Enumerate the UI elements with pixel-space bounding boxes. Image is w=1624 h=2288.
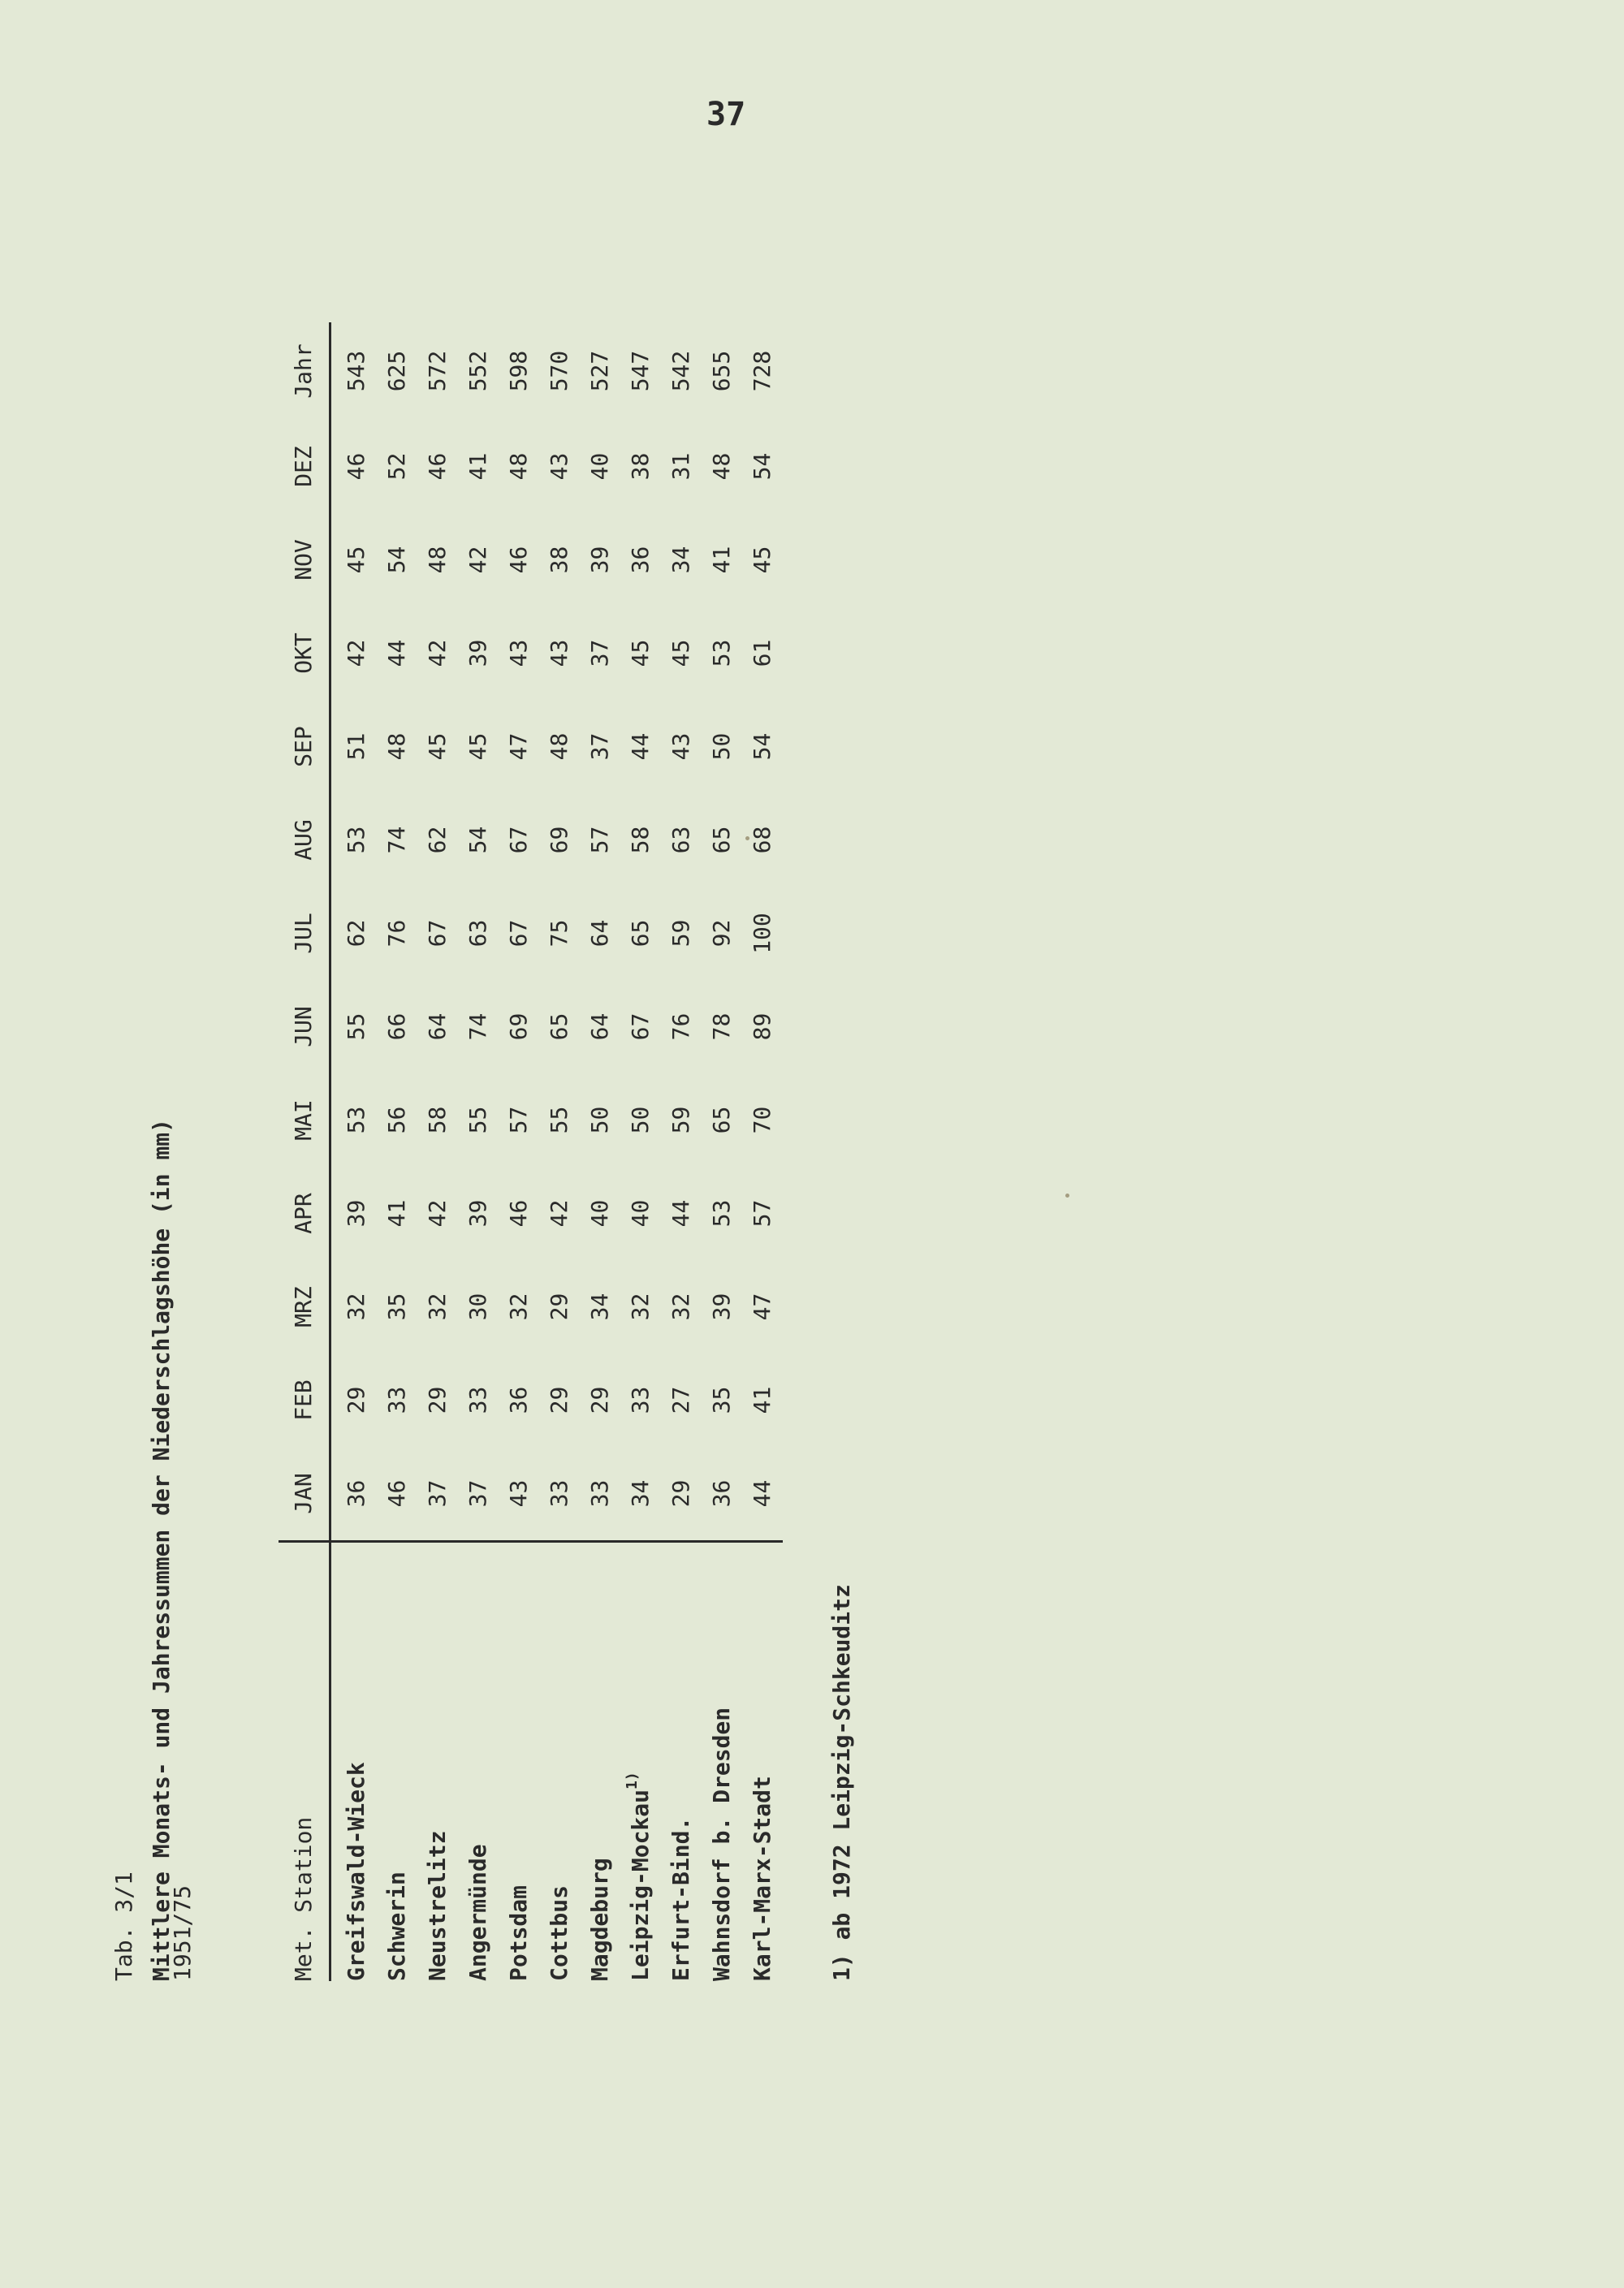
value-cell: 36 — [708, 1479, 735, 1508]
value-cell: 728 — [749, 350, 775, 392]
value-cell: 45 — [627, 639, 654, 667]
value-cell: 36 — [505, 1386, 532, 1414]
value-cell: 51 — [343, 732, 369, 761]
value-cell: 46 — [505, 1199, 532, 1228]
value-cell: 67 — [424, 919, 451, 948]
value-cell: 32 — [343, 1293, 369, 1321]
table-row — [330, 322, 378, 1981]
value-cell: 32 — [505, 1293, 532, 1321]
value-cell: 42 — [464, 546, 491, 574]
station-cell — [330, 1542, 378, 1982]
value-cell: 27 — [667, 1386, 694, 1414]
footnote-marker: 1) — [623, 1772, 641, 1789]
footnote: 1) ab 1972 Leipzig-Schkeuditz — [828, 1584, 855, 1981]
value-cell: 58 — [424, 1106, 451, 1134]
value-cell: 45 — [667, 639, 694, 667]
table-row — [458, 322, 499, 1981]
value-cell: 39 — [464, 1199, 491, 1228]
value-cell: 32 — [627, 1293, 654, 1321]
value-cell: 41 — [749, 1386, 775, 1414]
station-name: Neustrelitz — [424, 1830, 451, 1981]
value-cell: 46 — [343, 452, 369, 481]
column-header-okt: OKT — [279, 607, 330, 700]
value-cell: 48 — [424, 546, 451, 574]
value-cell: 48 — [505, 452, 532, 481]
value-cell: 59 — [667, 919, 694, 948]
value-cell: 62 — [343, 919, 369, 948]
value-cell: 33 — [383, 1386, 410, 1414]
station-cell — [742, 1542, 783, 1982]
station-cell — [377, 1542, 417, 1982]
value-cell: 40 — [586, 1199, 613, 1228]
value-cell: 543 — [343, 350, 369, 392]
value-cell: 46 — [383, 1479, 410, 1508]
value-cell: 76 — [667, 1012, 694, 1041]
value-cell: 41 — [383, 1199, 410, 1228]
column-header-feb: FEB — [279, 1353, 330, 1447]
value-cell: 54 — [749, 732, 775, 761]
column-header-mrz: MRZ — [279, 1260, 330, 1353]
value-cell: 75 — [546, 919, 572, 948]
value-cell: 625 — [383, 350, 410, 392]
value-cell: 74 — [383, 826, 410, 854]
station-name: Schwerin — [383, 1871, 410, 1981]
value-cell: 33 — [546, 1479, 572, 1508]
value-cell: 55 — [343, 1012, 369, 1041]
value-cell: 39 — [708, 1293, 735, 1321]
station-cell — [702, 1542, 742, 1982]
table-period: 1951/75 — [169, 1884, 196, 1981]
value-cell: 44 — [667, 1199, 694, 1228]
value-cell: 38 — [546, 546, 572, 574]
value-cell: 78 — [708, 1012, 735, 1041]
value-cell: 40 — [586, 452, 613, 481]
column-header-aug: AUG — [279, 793, 330, 887]
station-name: Angermünde — [464, 1844, 491, 1981]
value-cell: 43 — [505, 1479, 532, 1508]
station-name: Leipzig-Mockau — [627, 1789, 654, 1981]
value-cell: 43 — [546, 639, 572, 667]
column-header-apr: APR — [279, 1167, 330, 1260]
station-cell — [417, 1542, 458, 1982]
station-cell — [620, 1542, 661, 1982]
value-cell: 598 — [505, 350, 532, 392]
value-cell: 37 — [586, 639, 613, 667]
table-row — [661, 322, 702, 1981]
value-cell: 74 — [464, 1012, 491, 1041]
column-header-jul: JUL — [279, 887, 330, 980]
value-cell: 56 — [383, 1106, 410, 1134]
value-cell: 29 — [586, 1386, 613, 1414]
table-reference: Tab. 3/1 — [110, 1871, 137, 1981]
value-cell: 69 — [505, 1012, 532, 1041]
value-cell: 69 — [546, 826, 572, 854]
value-cell: 70 — [749, 1106, 775, 1134]
station-name: Magdeburg — [586, 1858, 613, 1981]
page-number: 37 — [706, 96, 746, 133]
column-header-mai: MAI — [279, 1073, 330, 1167]
value-cell: 62 — [424, 826, 451, 854]
station-cell — [661, 1542, 702, 1982]
station-cell — [580, 1542, 620, 1982]
value-cell: 61 — [749, 639, 775, 667]
header-row — [279, 322, 330, 1981]
table-row — [539, 322, 580, 1981]
station-cell — [539, 1542, 580, 1982]
value-cell: 57 — [505, 1106, 532, 1134]
value-cell: 37 — [424, 1479, 451, 1508]
value-cell: 29 — [546, 1293, 572, 1321]
value-cell: 30 — [464, 1293, 491, 1321]
value-cell: 542 — [667, 350, 694, 392]
table-row — [580, 322, 620, 1981]
value-cell: 54 — [383, 546, 410, 574]
value-cell: 67 — [505, 826, 532, 854]
value-cell: 89 — [749, 1012, 775, 1041]
station-cell — [499, 1542, 539, 1982]
value-cell: 39 — [586, 546, 613, 574]
value-cell: 54 — [464, 826, 491, 854]
value-cell: 42 — [424, 639, 451, 667]
value-cell: 32 — [424, 1293, 451, 1321]
station-header: Met. Station — [279, 1542, 330, 1982]
value-cell: 547 — [627, 350, 654, 392]
value-cell: 33 — [464, 1386, 491, 1414]
station-name: Karl-Marx-Stadt — [749, 1776, 775, 1981]
value-cell: 44 — [749, 1479, 775, 1508]
value-cell: 43 — [505, 639, 532, 667]
value-cell: 47 — [505, 732, 532, 761]
value-cell: 29 — [343, 1386, 369, 1414]
value-cell: 44 — [383, 639, 410, 667]
value-cell: 57 — [586, 826, 613, 854]
value-cell: 55 — [546, 1106, 572, 1134]
value-cell: 35 — [383, 1293, 410, 1321]
value-cell: 64 — [586, 919, 613, 948]
value-cell: 32 — [667, 1293, 694, 1321]
table-header — [279, 322, 330, 1981]
table-row — [620, 322, 661, 1981]
station-cell — [458, 1542, 499, 1982]
value-cell: 63 — [667, 826, 694, 854]
value-cell: 53 — [343, 1106, 369, 1134]
value-cell: 37 — [464, 1479, 491, 1508]
value-cell: 45 — [424, 732, 451, 761]
value-cell: 53 — [708, 1199, 735, 1228]
value-cell: 552 — [464, 350, 491, 392]
value-cell: 48 — [708, 452, 735, 481]
value-cell: 92 — [708, 919, 735, 948]
value-cell: 572 — [424, 350, 451, 392]
value-cell: 50 — [627, 1106, 654, 1134]
paper-speck — [1065, 1194, 1069, 1198]
value-cell: 53 — [343, 826, 369, 854]
value-cell: 58 — [627, 826, 654, 854]
column-header-jahr: Jahr — [279, 322, 330, 420]
value-cell: 59 — [667, 1106, 694, 1134]
value-cell: 44 — [627, 732, 654, 761]
column-header-nov: NOV — [279, 513, 330, 607]
value-cell: 34 — [667, 546, 694, 574]
station-name: Erfurt-Bind. — [667, 1816, 694, 1981]
value-cell: 46 — [424, 452, 451, 481]
value-cell: 65 — [546, 1012, 572, 1041]
value-cell: 64 — [424, 1012, 451, 1041]
value-cell: 53 — [708, 639, 735, 667]
value-cell: 48 — [383, 732, 410, 761]
value-cell: 40 — [627, 1199, 654, 1228]
table-row — [702, 322, 742, 1981]
value-cell: 48 — [546, 732, 572, 761]
value-cell: 29 — [546, 1386, 572, 1414]
value-cell: 50 — [586, 1106, 613, 1134]
value-cell: 31 — [667, 452, 694, 481]
column-header-jun: JUN — [279, 980, 330, 1073]
value-cell: 35 — [708, 1386, 735, 1414]
value-cell: 39 — [343, 1199, 369, 1228]
value-cell: 570 — [546, 350, 572, 392]
column-header-jan: JAN — [279, 1447, 330, 1542]
value-cell: 43 — [546, 452, 572, 481]
value-cell: 45 — [343, 546, 369, 574]
table-caption — [110, 1118, 196, 1981]
value-cell: 76 — [383, 919, 410, 948]
station-name: Wahnsdorf b. Dresden — [708, 1707, 735, 1981]
table-row — [377, 322, 417, 1981]
value-cell: 42 — [343, 639, 369, 667]
precipitation-table — [279, 322, 783, 1981]
value-cell: 47 — [749, 1293, 775, 1321]
value-cell: 100 — [749, 913, 775, 954]
value-cell: 55 — [464, 1106, 491, 1134]
value-cell: 54 — [749, 452, 775, 481]
value-cell: 65 — [708, 826, 735, 854]
value-cell: 29 — [424, 1386, 451, 1414]
table-title: Mittlere Monats- und Jahressummen der Niederschlagshöhe (in mm) — [148, 1118, 175, 1981]
value-cell: 41 — [464, 452, 491, 481]
table-row — [742, 322, 783, 1981]
table-row — [499, 322, 539, 1981]
value-cell: 45 — [464, 732, 491, 761]
value-cell: 38 — [627, 452, 654, 481]
rotated-content — [110, 0, 926, 1981]
value-cell: 43 — [667, 732, 694, 761]
value-cell: 527 — [586, 350, 613, 392]
value-cell: 34 — [586, 1293, 613, 1321]
value-cell: 65 — [627, 919, 654, 948]
value-cell: 68 — [749, 826, 775, 854]
value-cell: 33 — [627, 1386, 654, 1414]
value-cell: 37 — [586, 732, 613, 761]
value-cell: 39 — [464, 639, 491, 667]
value-cell: 36 — [627, 546, 654, 574]
value-cell: 655 — [708, 350, 735, 392]
value-cell: 29 — [667, 1479, 694, 1508]
value-cell: 34 — [627, 1479, 654, 1508]
value-cell: 50 — [708, 732, 735, 761]
value-cell: 41 — [708, 546, 735, 574]
value-cell: 52 — [383, 452, 410, 481]
value-cell: 64 — [586, 1012, 613, 1041]
table-row — [417, 322, 458, 1981]
column-header-sep: SEP — [279, 700, 330, 793]
value-cell: 57 — [749, 1199, 775, 1228]
value-cell: 67 — [627, 1012, 654, 1041]
value-cell: 46 — [505, 546, 532, 574]
value-cell: 67 — [505, 919, 532, 948]
station-name: Cottbus — [546, 1884, 572, 1981]
value-cell: 65 — [708, 1106, 735, 1134]
station-name: Greifswald-Wieck — [343, 1762, 369, 1981]
value-cell: 66 — [383, 1012, 410, 1041]
value-cell: 45 — [749, 546, 775, 574]
value-cell: 42 — [546, 1199, 572, 1228]
value-cell: 63 — [464, 919, 491, 948]
table-body — [330, 322, 784, 1981]
value-cell: 33 — [586, 1479, 613, 1508]
column-header-dez: DEZ — [279, 420, 330, 513]
value-cell: 36 — [343, 1479, 369, 1508]
value-cell: 42 — [424, 1199, 451, 1228]
station-name: Potsdam — [505, 1884, 532, 1981]
